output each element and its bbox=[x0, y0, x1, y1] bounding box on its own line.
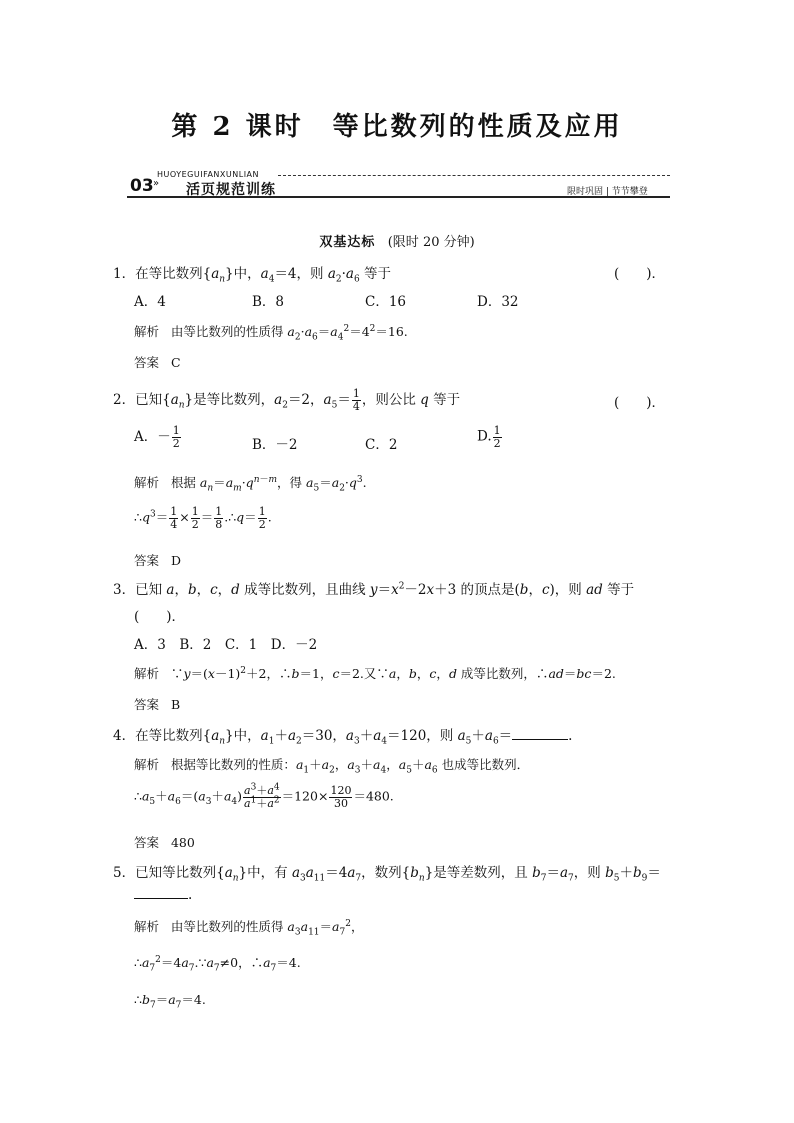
q4-analysis-line2: $\therefore a_5+a_6=(a_3+a_4)$ $\frac{a^3+a^4}{a^1+a^2}$ ＝120× $\frac{120}{30}$ ＝480. bbox=[134, 782, 394, 810]
q3-number: 3． bbox=[113, 582, 136, 598]
header-rule bbox=[127, 196, 670, 198]
q3-options: A．3 B．2 C．1 D．－2 bbox=[134, 637, 318, 653]
header-number: 03 bbox=[130, 176, 154, 196]
q5-analysis-line2: $\therefore a_7^2=4a_7.\because a_7\ne 0$，$\therefore a_7=4$. bbox=[134, 954, 301, 974]
q2-analysis-label: 解析 bbox=[134, 475, 160, 490]
section-heading bbox=[0, 231, 794, 250]
fraction: $\frac{a^3+a^4}{a^1+a^2}$ bbox=[244, 782, 280, 810]
q1-option-b: B．8 bbox=[252, 294, 285, 310]
header-right-tag: 限时巩固 | 节节攀登 bbox=[567, 187, 648, 197]
q5-answer-line: . bbox=[134, 887, 192, 903]
q2-option-c: C．2 bbox=[365, 437, 398, 453]
q4-analysis-label: 解析 bbox=[134, 757, 160, 772]
q3-answer bbox=[134, 695, 180, 713]
q2-number: 2． bbox=[113, 392, 136, 408]
q3-answer-value: B bbox=[170, 697, 181, 712]
q1-answer-value: C bbox=[170, 355, 181, 370]
header-arrow-icon: » bbox=[153, 178, 160, 189]
q2-answer bbox=[134, 551, 181, 569]
section-time: (限时 20 分钟) bbox=[387, 235, 475, 250]
q1-option-d: D．32 bbox=[477, 294, 519, 310]
q3-answer-label: 答案 bbox=[134, 697, 160, 712]
q1-analysis: 解析 由等比数列的性质得 $a_2\cdot a_6=a_4^2=4^2=16$. bbox=[134, 323, 408, 343]
q5-answer-blank[interactable] bbox=[134, 898, 188, 899]
fraction: $\frac{1}{2}$ bbox=[258, 505, 266, 531]
question-3: 3．已知 a，b，c，d 成等比数列，且曲线 $y=x^2-2x+3$ 的顶点是(b，c)，则 ad 等于 bbox=[113, 581, 635, 598]
q2-answer-label: 答案 bbox=[134, 553, 160, 568]
q4-number: 4． bbox=[113, 728, 136, 744]
q1-analysis-label: 解析 bbox=[134, 324, 160, 339]
q2-analysis-line2: $\therefore q^3=$ $\frac{1}{4}$ × $\frac{1}{2}$ ＝ $\frac{1}{8}$ .∴q＝ $\frac{1}{2}$ . bbox=[134, 505, 272, 531]
q1-answer bbox=[134, 353, 181, 371]
q2-answer-value: D bbox=[170, 553, 181, 568]
q5-analysis-line3: $\therefore b_7=a_7=4$. bbox=[134, 992, 206, 1011]
question-1: 1．在等比数列$\{a_n\}$中，$a_4=4$，则 $a_2\cdot a_6$ 等于 bbox=[113, 266, 392, 285]
q2-brackets: ( )． bbox=[614, 395, 666, 411]
q2-option-b: B．－2 bbox=[252, 437, 298, 453]
q5-analysis-label: 解析 bbox=[134, 919, 160, 934]
q2-option-d: D. $\frac{1}{2}$ bbox=[477, 424, 501, 450]
q5-analysis: 解析 由等比数列的性质得 $a_3a_{11}=a_7^2$， bbox=[134, 918, 364, 938]
q2-analysis: 解析 根据 $a_n=a_m\cdot q^{n-m}$，得 $a_5=a_2\cdot q^3$. bbox=[134, 474, 367, 494]
q4-answer-value: 480 bbox=[170, 835, 195, 850]
q4-answer-label: 答案 bbox=[134, 835, 160, 850]
question-2: 2．已知$\{a_n\}$是等比数列，$a_2=2$，$a_5=$ $\frac{1}{4}$ ，则公比 q 等于 bbox=[113, 387, 461, 413]
fraction: $\frac{1}{4}$ bbox=[170, 505, 178, 531]
fraction: $\frac{1}{8}$ bbox=[215, 505, 223, 531]
question-5: 5．已知等比数列$\{a_n\}$中，有 $a_3a_{11}=4a_7$，数列$\{b_n\}$是等差数列，且 $b_7=a_7$，则 $b_5+b_9=$ bbox=[113, 865, 661, 884]
q1-answer-label: 答案 bbox=[134, 355, 160, 370]
q3-analysis-label: 解析 bbox=[134, 666, 160, 681]
section-name: 双基达标 bbox=[319, 235, 376, 250]
q1-option-c: C．16 bbox=[365, 294, 407, 310]
fraction: $\frac{1}{4}$ bbox=[352, 387, 360, 413]
page-title: 第 2 课时 等比数列的性质及应用 bbox=[171, 112, 623, 142]
fraction: $\frac{1}{2}$ bbox=[493, 424, 501, 450]
q1-option-a: A．4 bbox=[134, 294, 166, 310]
q3-brackets: ( )． bbox=[134, 609, 186, 625]
q2-option-a: A．－ $\frac{1}{2}$ bbox=[134, 424, 180, 450]
q3-analysis: 解析 $\because y=(x-1)^2+2$，∴b＝1，c＝2.又∵a，b，c，d 成等比数列，∴ad＝bc＝2. bbox=[134, 665, 616, 681]
header-pinyin: HUOYEGUIFANXUNLIAN bbox=[157, 170, 260, 179]
fraction: $\frac{1}{2}$ bbox=[191, 505, 199, 531]
question-4: 4．在等比数列$\{a_n\}$中，$a_1+a_2=30$，$a_3+a_4=120$，则 $a_5+a_6=$ . bbox=[113, 728, 573, 747]
header-dotted-line bbox=[278, 175, 670, 176]
fraction: $\frac{1}{2}$ bbox=[172, 424, 180, 450]
q4-analysis: 解析 根据等比数列的性质：$a_1+a_2$，$a_3+a_4$，$a_5+a_6$ 也成等比数列． bbox=[134, 757, 530, 776]
q1-brackets: ( )． bbox=[614, 266, 666, 282]
q4-answer bbox=[134, 833, 195, 851]
fraction: $\frac{120}{30}$ bbox=[330, 784, 352, 810]
q4-answer-blank[interactable] bbox=[512, 739, 568, 740]
q5-number: 5． bbox=[113, 865, 136, 881]
q1-number: 1． bbox=[113, 266, 136, 282]
header-name: 活页规范训练 bbox=[186, 182, 276, 198]
